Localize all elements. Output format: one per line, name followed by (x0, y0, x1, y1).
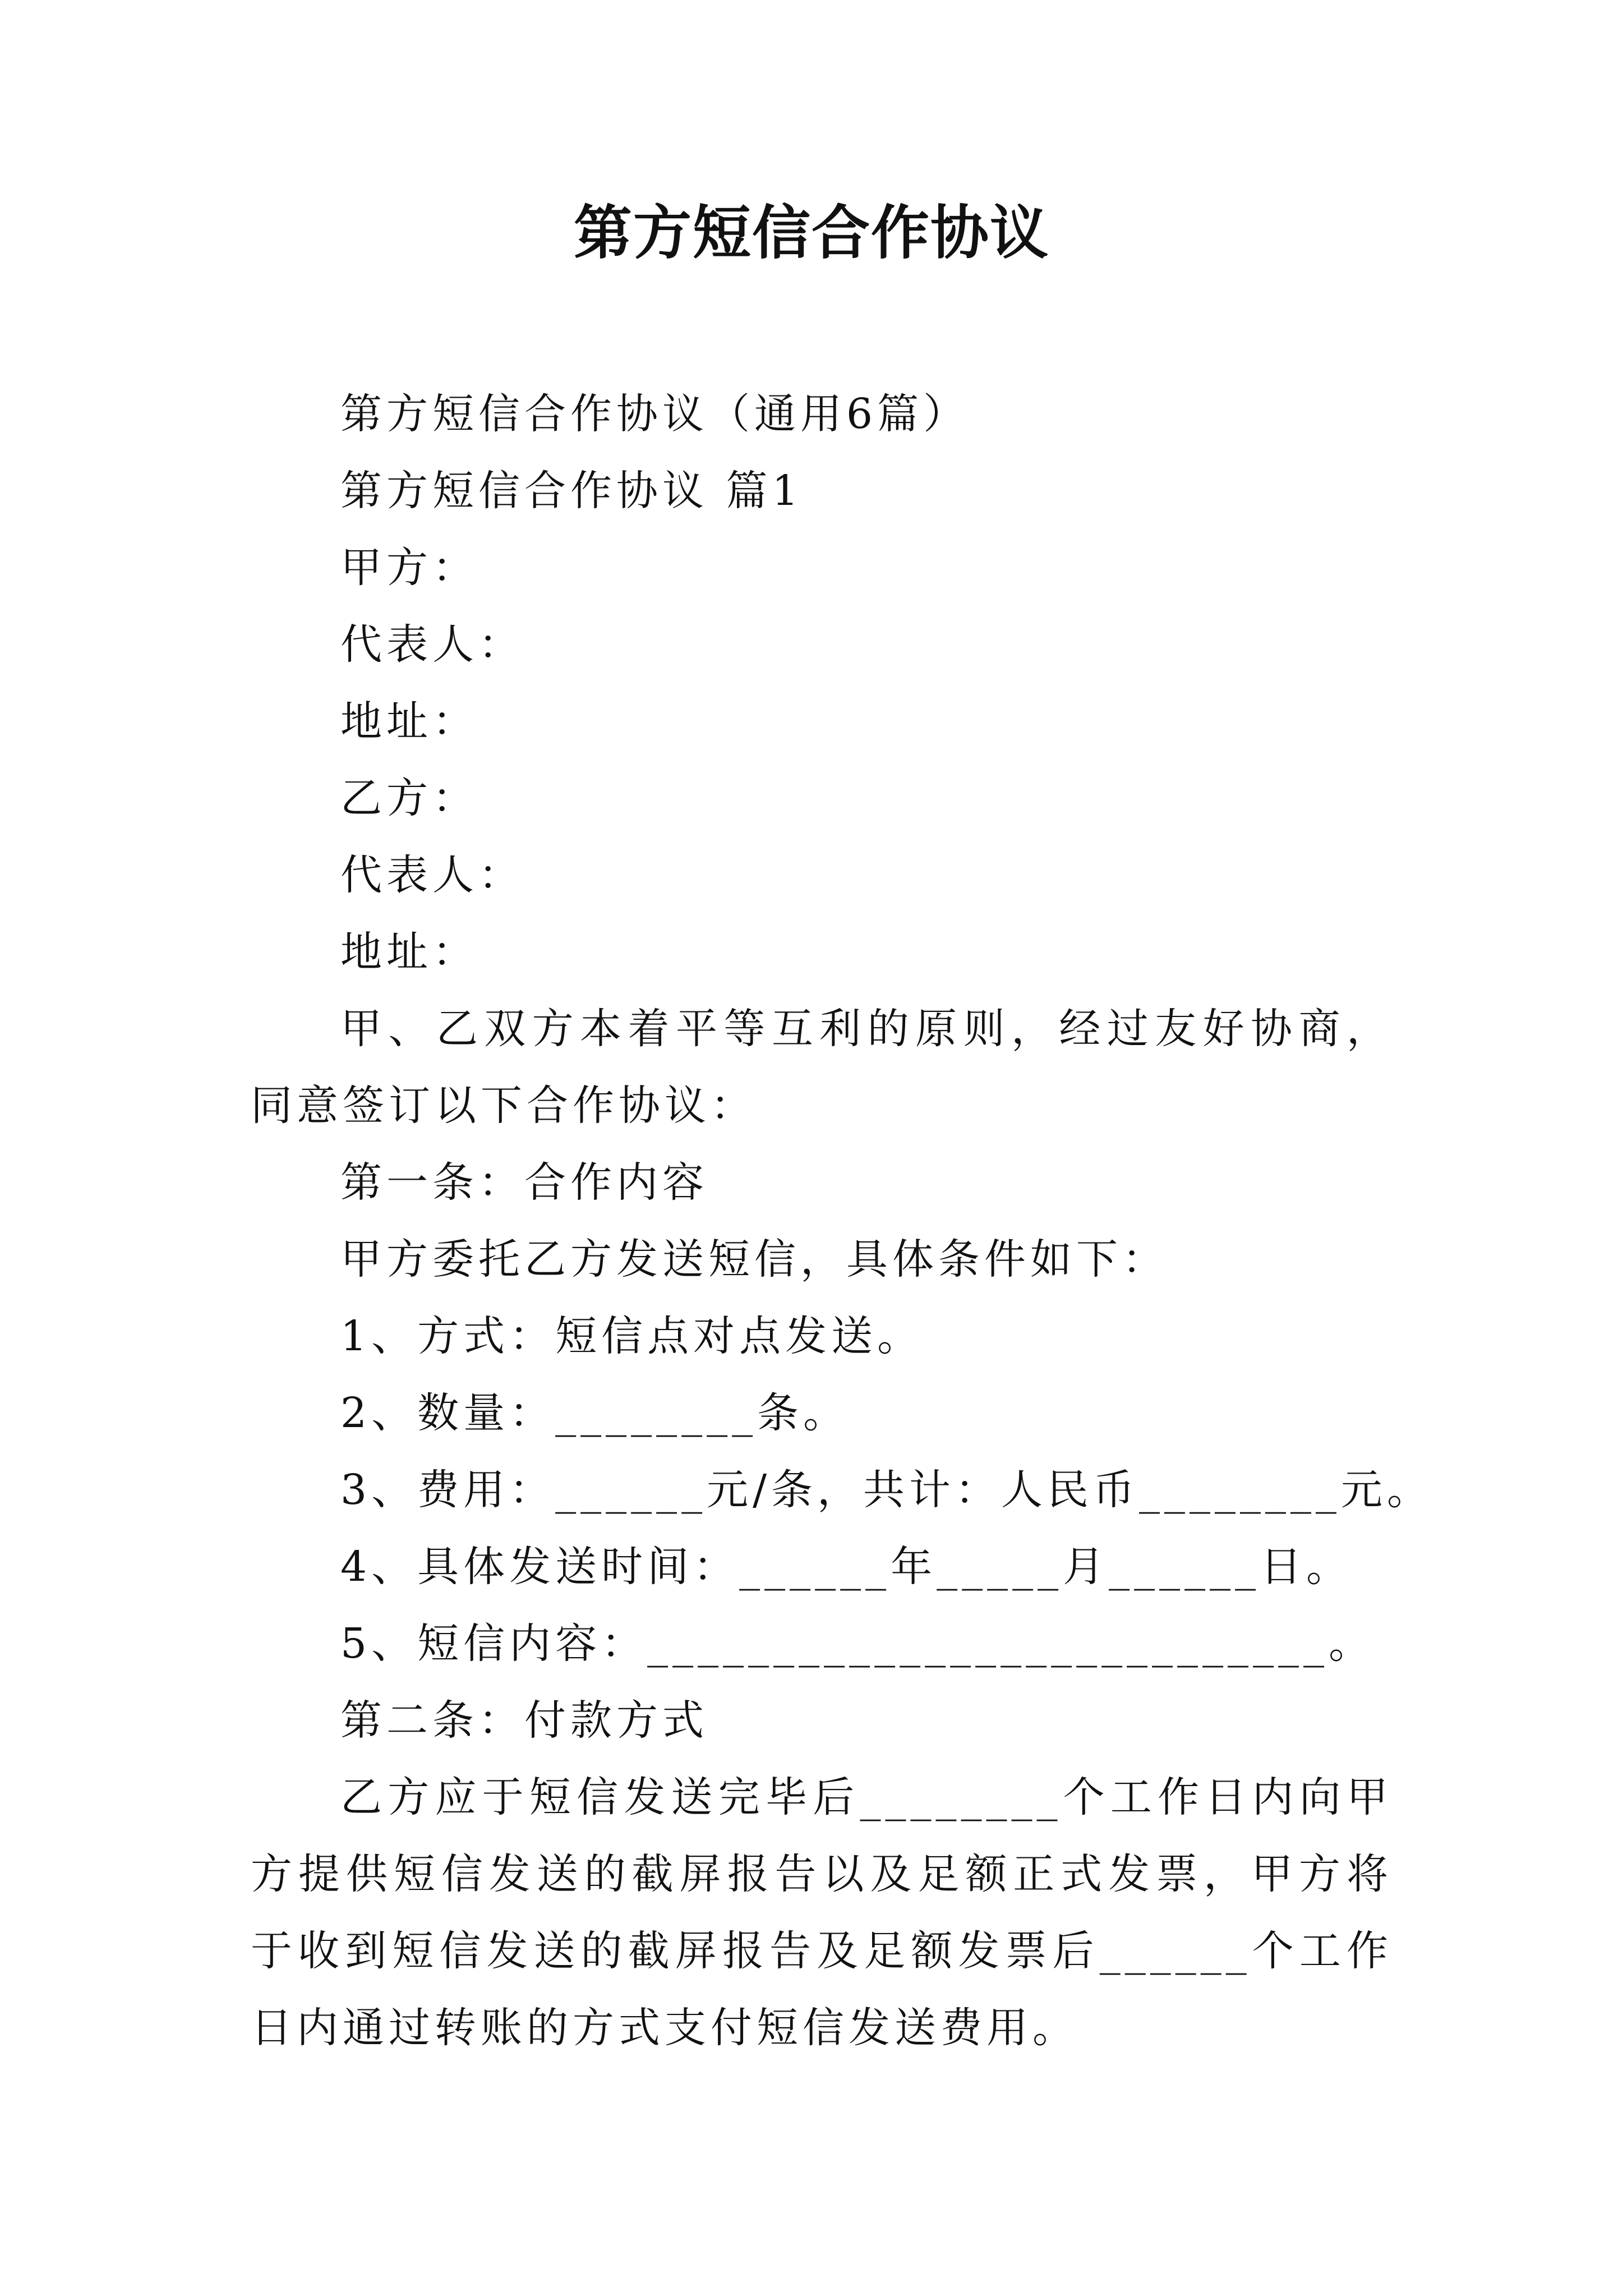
term-send-date: 4、具体发送时间：______年_____月______日。 (340, 1543, 1353, 1591)
preamble-paragraph: 甲、乙双方本着平等互利的原则，经过友好协商，同意签订以下合作协议： (251, 1005, 1393, 1130)
article-2-heading: 第二条：付款方式 (340, 1696, 708, 1745)
term-quantity: 2、数量：________条。 (340, 1389, 850, 1437)
article-1-intro: 甲方委托乙方发送短信，具体条件如下： (340, 1235, 1168, 1283)
section-heading: 第方短信合作协议 篇1 (340, 467, 803, 515)
term-method: 1、方式：短信点对点发送。 (340, 1312, 924, 1360)
article-1-heading: 第一条：合作内容 (340, 1158, 708, 1207)
party-b-field: 乙方： (340, 774, 478, 822)
payment-paragraph: 乙方应于短信发送完毕后________个工作日内向甲方提供短信发送的截屏报告以及足额正式发票，甲方将于收到短信发送的截屏报告及足额发票后______个工作日内通过转账的方式支付短信发送费用。 (251, 1773, 1393, 2052)
party-a-representative-field: 代表人： (340, 620, 524, 669)
party-b-address-field: 地址： (340, 928, 478, 976)
term-sms-content: 5、短信内容：___________________________。 (340, 1619, 1375, 1668)
party-a-address-field: 地址： (340, 697, 478, 746)
document-body (251, 376, 1433, 2067)
term-fee: 3、费用：______元/条，共计：人民币________元。 (340, 1466, 1433, 1514)
subtitle-line: 第方短信合作协议（通用6篇） (340, 390, 970, 438)
party-b-representative-field: 代表人： (340, 851, 524, 899)
document-title: 第方短信合作协议 (573, 198, 1049, 267)
party-a-field: 甲方： (340, 544, 478, 592)
